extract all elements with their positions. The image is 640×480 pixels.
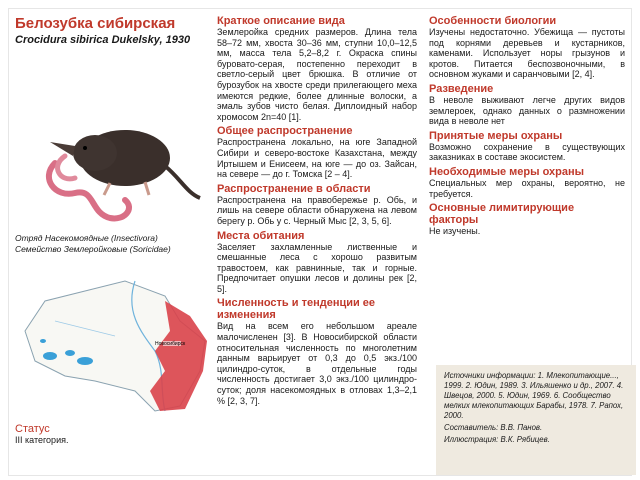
sources-author: Составитель: В.В. Панов. [444,423,543,432]
middle-section-3-title: Распространение в области [217,182,371,195]
status-value: III категория. [15,435,69,445]
right-column [429,15,625,237]
taxonomy-family: Семейство Землеройковые (Soricidae) [15,244,171,254]
right-section-4-title: Необходимые меры охраны [429,165,585,178]
middle-section-2-title: Общее распространение [217,125,353,138]
middle-section-5-text: Вид на всем его небольшом ареале малочисленен [3]. В Новосибирской области относительная численность по многолетним данным варьирует от 0,3 до 0,5 экз./100 цилиндро-суток, в отдельные годы численность достигает 3,0 экз./100 цилиндро-суток; доля насекомоядных в отловах 1,3–2,1 % [2, 3, 7]. [217,321,417,406]
map-city-label: Новосибирск [155,341,186,347]
page-frame [8,8,632,476]
middle-section-1-title: Краткое описание вида [217,15,345,27]
shrew-illustration [15,48,210,228]
right-section-5-title: Основные лимитирующие факторы [429,202,575,227]
right-section-2-text: В неволе выживают легче других видов землероек, однако данных о размножении вида в неволе нет [429,94,625,127]
sources-illustrator: Иллюстрация: В.К. Рябицев. [444,435,550,444]
right-section-1-text: Изучены недостаточно. Убежища — пустоты под корнями деревьев и кустарников, каменами. Использует норы грызунов и кротов. Питается беспозвоночными, в основном жуками и саранчовыми [2, 4]. [429,27,625,80]
species-latin-name: Crocidura sibirica Dukelsky, 1930 [15,34,191,46]
range-map [15,261,210,416]
status-title: Статус [15,423,50,435]
middle-section-1-text: Землеройка средних размеров. Длина тела 58–72 мм, хвоста 30–36 мм, ступни 10,0–12,5 мм, масса тела 5,2–8,2 г. Окраска спины буровато-серая, постепенно переходит в светло-серый цвет брюшка. В отличие от бурозубок на хвосте среди прилегающего меха имеются редкие, более длинные волоски, а эмаль зубов чисто белая. Диплоидный набор хромосом 2n=40 [1]. [217,27,417,122]
middle-section-4-text: Заселяет захламленные лиственные и смешанные леса с хорошо развитым травостоем, как равнинные, так и горные. Предпочитает опушки лесов и долины рек [2, 5]. [217,241,417,294]
right-section-3-title: Принятые меры охраны [429,129,563,142]
right-section-3-text: Возможно сохранение в существующих заказниках в составе экосистем. [429,141,625,163]
middle-section-4-title: Места обитания [217,229,305,242]
species-title: Белозубка сибирская [15,15,176,32]
middle-column [217,15,417,406]
middle-section-5-title: Численность и тенденции ее изменения [217,297,376,322]
taxonomy-order: Отряд Насекомоядные (Insectivora) [15,233,158,243]
right-section-5-text: Не изучены. [429,226,481,237]
middle-section-2-text: Распространена локально, на юге Западной Сибири и северо-востоке Казахстана, между Иртышем и Енисеем, на юге — до оз. Зайсан, на севере — до г. Томска [2 – 4]. [217,137,417,180]
sources-box [436,365,636,475]
middle-section-3-text: Распространена на правобережье р. Обь, и лишь на севере области обнаружена на левом берегу р. Обь у с. Черный Мыс [2, 3, 5, 6]. [217,194,417,226]
sources-references: Источники информации: 1. Млекопитающие..., 1999. 2. Юдин, 1989. 3. Ильяшенко и др., 2007. 4. Швецов, 2000. 5. Юдин, 1969. 6. Сообщество мелких млекопитающих Барабы, 1978. 7. Рапох, 2000. [444,371,624,420]
left-column [15,15,210,445]
right-section-2-title: Разведение [429,82,494,95]
right-section-1-title: Особенности биологии [429,15,557,27]
right-section-4-text: Специальных мер охраны, вероятно, не требуется. [429,177,625,199]
